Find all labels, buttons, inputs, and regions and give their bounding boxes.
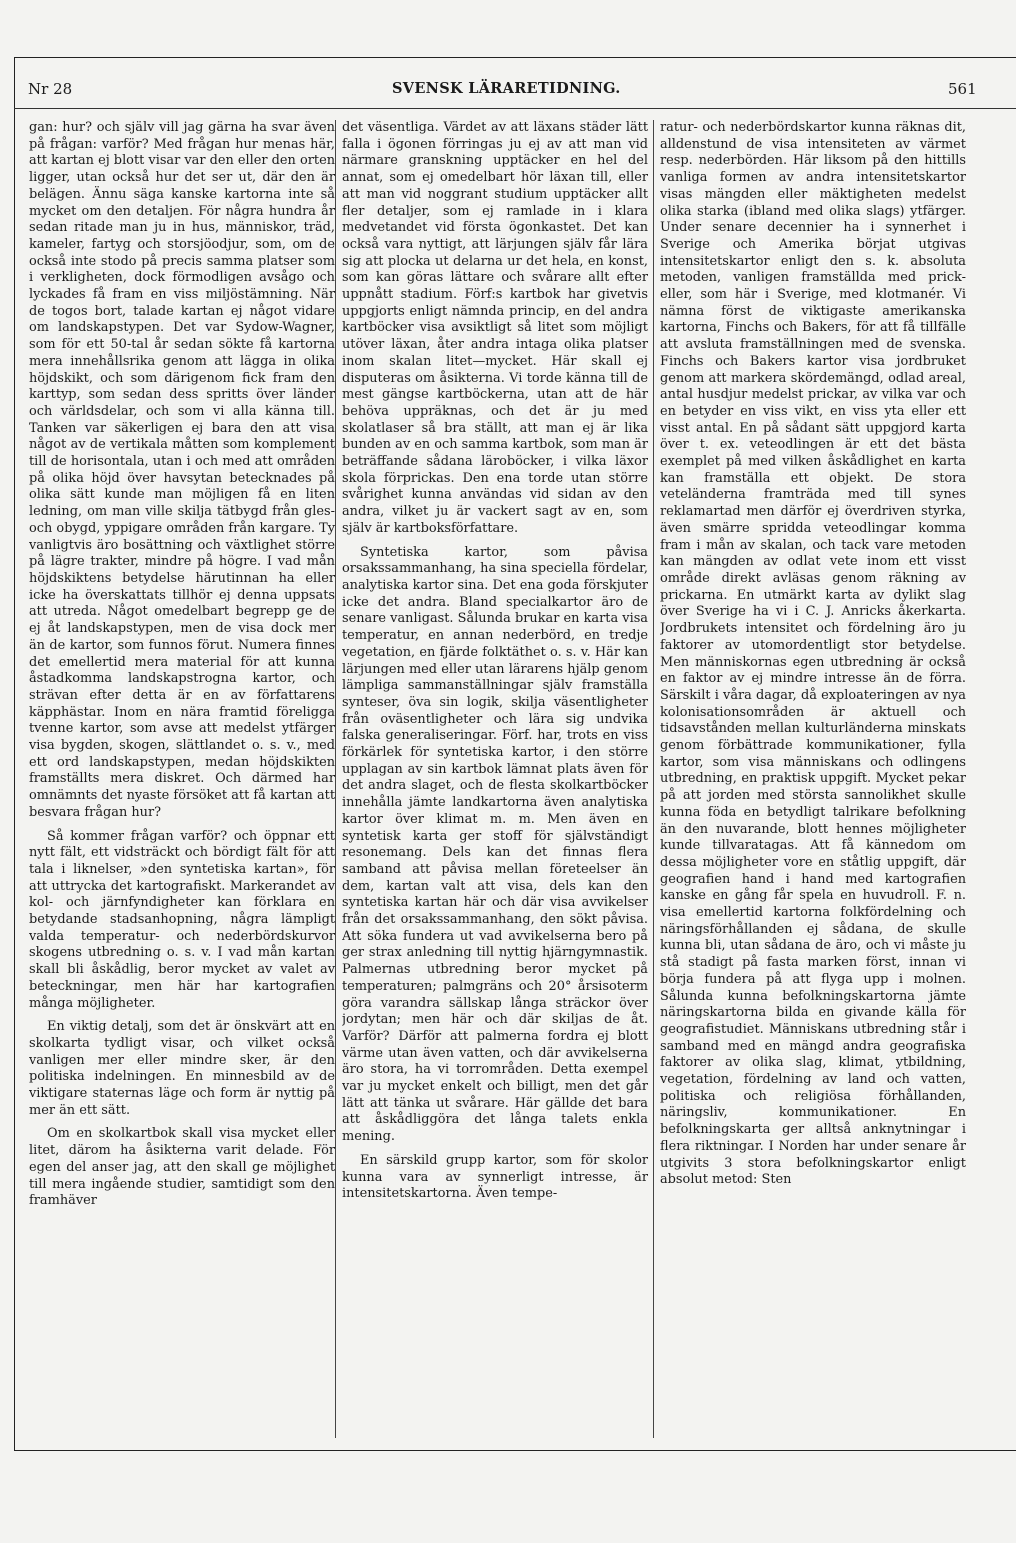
column-divider bbox=[335, 120, 336, 1438]
text-column-3 bbox=[660, 120, 966, 1438]
text-column-2 bbox=[342, 120, 648, 1438]
text-column-1 bbox=[29, 120, 335, 1438]
bottom-rule bbox=[14, 1450, 1016, 1451]
paragraph: Om en skolkartbok skall visa mycket eller litet, därom ha åsikterna varit delade. För egen del anser jag, att den skall ge möjlighet till mera ingående studier, samtidigt som den framhäver bbox=[29, 1126, 335, 1209]
paragraph: Syntetiska kartor, som påvisa orsakssammanhang, ha sina speciella fördelar, analytiska kartor sina. Det ena goda förskjuter icke det andra. Bland specialkartor äro de senare vanligast. Sålunda brukar en karta visa temperatur, en annan nederbörd, en tredje vegetation, en fjärde folktäthet o. s. v. Här kan lärjungen med eller utan lärarens hjälp genom lämpliga sammanställningar själv framställa synteser, öva sin logik, skilja väsentligheter från oväsentligheter och lära sig undvika falska generaliseringar. Förf. har, trots en viss förkärlek för syntetiska kartor, i den större upplagan av sin kartbok lämnat plats även för det andra slaget, och de flesta skolkartböcker innehålla jämte landkartorna även analytiska kartor över klimat m. m. Men även en syntetisk karta ger stoff för självständigt resonemang. Dels kan det finnas flera samband att påvisa mellan företeelser än dem, kartan valt att visa, dels kan den syntetiska kartan här och där visa avvikelser från det orsakssammanhang, den sökt påvisa. Att söka fundera ut vad avvikelserna bero på ger strax anledning till nyttig hjärngymnastik. Palmernas utbredning beror mycket på temperaturen; palmgräns och 20° årsisoterm göra varandra sällskap långa sträckor över jordytan; men här och där skiljas de åt. Varför? Därför att palmerna fordra ej blott värme utan även vatten, och där avvikelserna äro stora, ha vi torrområden. Detta exempel var ju mycket enkelt och billigt, men det går lätt att tänka ut svårare. Här gällde det bara att åskådliggöra det långa talets enkla mening. bbox=[342, 544, 648, 1145]
column-divider bbox=[653, 120, 654, 1438]
header-rule bbox=[14, 108, 1016, 109]
page-number: 561 bbox=[948, 80, 977, 98]
paragraph: ratur- och nederbördskartor kunna räknas dit, alldenstund de visa intensiteten av värmet resp. nederbörden. Här liksom på den hittills vanliga formen av andra intensitetskartor visas mängden eller mäktigheten medelst olika starka (ibland med olika slags) ytfärger. Under senare decennier ha i synnerhet i Sverige och Amerika börjat utgivas intensitetskartor enligt den s. k. absoluta metoden, vanligen framställda med prick- eller, som här i Sverige, med klotmanér. Vi nämna först de viktigaste amerikanska kartorna, Finchs och Bakers, för att få tillfälle att avsluta framställningen med de svenska. Finchs och Bakers kartor visa jordbruket genom att markera skördemängd, odlad areal, antal husdjur medelst prickar, av vilka var och en betyder en viss vikt, en viss yta eller ett visst antal. En på sådant sätt uppgjord karta över t. ex. veteodlingen är ett det bästa exemplet på med vilken åskådlighet en karta kan framställa ett objekt. De stora veteländerna framträda med till synes reklamartad men därför ej överdriven styrka, även smärre spridda veteodlingar komma fram i mån av skalan, och tack vare metoden kan mängden av odlat vete inom ett visst område direkt avläsas genom räkning av prickarna. En utmärkt karta av dylikt slag över Sverige ha vi i C. J. Anricks åkerkarta. Jordbrukets intensitet och fördelning äro ju faktorer av utomordentligt stor betydelse. Men människornas egen utbredning är också en faktor av ej mindre intresse än de förra. Särskilt i våra dagar, då exploateringen av nya kolonisationsområden är aktuell och tidsavstånden mellan kulturländerna minskats genom förbättrade kommunikationer, fylla kartor, som visa människans och odlingens utbredning, en praktisk uppgift. Mycket pekar på att jorden med största sannolikhet skulle kunna föda en betydligt talrikare befolkning än den nuvarande, blott hennes möjligheter kunde tillvaratagas. Att få kännedom om dessa möjligheter vore en ståtlig uppgift, där geografien hand i hand med kartografien kanske en gång får spela en huvudroll. F. n. visa emellertid kartorna folkfördelning och näringsförhållanden ej sådana, de skulle kunna bli, utan sådana de äro, och vi måste ju stå stadigt på fasta marken först, innan vi börja fundera på att flyga upp i molnen. Sålunda kunna befolkningskartorna jämte näringskartorna bilda en givande källa för geografistudiet. Människans utbredning står i samband med en mängd andra geografiska faktorer av olika slag, klimat, ytbildning, vegetation, fördelning av land och vatten, politiska och religiösa förhållanden, näringsliv, kommunikationer. En befolkningskarta ger alltså anknytningar i flera riktningar. I Norden har under senare år utgivits 3 stora befolkningskartor enligt absolut metod: Sten bbox=[660, 120, 966, 1188]
top-rule bbox=[14, 57, 1016, 58]
paragraph: det väsentliga. Värdet av att läxans städer lätt falla i ögonen förringas ju ej av att man vid närmare granskning upptäcker en hel del annat, som ej omedelbart hör läxan till, eller att man vid noggrant studium upptäcker allt fler detaljer, som ej ramlade in i klara medvetandet vid första ögonkastet. Det kan också vara nyttigt, att lärjungen själv får lära sig att plocka ut delarna ur det hela, en konst, som kan göras lättare och svårare allt efter uppnått stadium. Förf:s kartbok har givetvis uppgjorts enligt nämnda princip, en del andra kartböcker visa avsiktligt så litet som möjligt utöver läxan, åter andra intaga olika platser inom skalan litet—mycket. Här skall ej disputeras om åsikterna. Vi torde känna till de mest gängse kartböckerna, utan att de här behöva uppräknas, och det är ju med skolatlaser så bra ställt, att man ej är lika bunden av en och samma kartbok, som man är beträffande sådana läroböcker, i vilka läxor skola förprickas. Den ena torde utan större svårighet kunna användas vid sidan av den andra, vilket ju är vackert sagt av en, som själv är kartboksförfattare. bbox=[342, 120, 648, 536]
paragraph: En viktig detalj, som det är önskvärt att en skolkarta tydligt visar, och vilket också vanligen mer eller mindre sker, är den politiska indelningen. En minnesbild av de viktigare staternas läge och form är nyttig på mer än ett sätt. bbox=[29, 1019, 335, 1118]
page-header bbox=[0, 80, 1016, 104]
paragraph: Så kommer frågan varför? och öppnar ett nytt fält, ett vidsträckt och bördigt fält för att tala i liknelser, »den syntetiska kartan», för att uttrycka det kartografiskt. Markerandet av kol- och järnfyndigheter kan förklara en betydande stadsanhopning, några lämpligt valda temperatur- och nederbördskurvor skogens utbredning o. s. v. I vad mån kartan skall bli åskådlig, beror mycket av valet av beteckningar, men här har kartografien många möjligheter. bbox=[29, 828, 335, 1011]
left-rule bbox=[14, 57, 15, 1450]
newspaper-title: SVENSK LÄRARETIDNING. bbox=[392, 80, 621, 97]
paragraph: gan: hur? och själv vill jag gärna ha svar även på frågan: varför? Med frågan hur menas här, att kartan ej blott visar var den eller den orten ligger, utan också hur det ser ut, där den är belägen. Ännu säga kanske kartorna inte så mycket om den detaljen. För några hundra år sedan ritade man ju in hus, människor, träd, kameler, fartyg och storsjöodjur, som, om de också inte stodo på precis samma platser som i verkligheten, dock förmodligen avsågo och lyckades få fram en viss miljöstämning. När de togos bort, talade kartan ej något vidare om landskapstypen. Det var Sydow-Wagner, som för ett 50-tal år sedan sökte få kartorna mera innehållsrika genom att lägga in olika höjdskikt, och som därigenom fick fram den karttyp, som sedan dess spritts över länder och världsdelar, och som vi alla känna till. Tanken var säkerligen ej bara den att visa något av de vertikala måtten som komplement till de horisontala, utan i och med att områden på olika höjd över havsytan betecknades på olika sätt kunde man möjligen få en liten ledning, om man ville skilja tätbygd från gles- och obygd, yppigare områden från kargare. Ty vanligtvis äro bosättning och växtlighet större på lägre trakter, mindre på högre. I vad mån höjdskiktens betydelse härutinnan ha eller icke ha överskattats tillhör ej denna uppsats att utreda. Något omedelbart begrepp ge de ej åt landskapstypen, men de visa dock mer än de kartor, som funnos förut. Numera finnes det emellertid mera material för att kunna åstadkomma landskapstrogna kartor, och strävan efter detta är en av författarens käpphästar. Inom en nära framtid föreligga tvenne kartor, som avse att medelst ytfärger visa bygden, skogen, slättlandet o. s. v., med ett ord landskapstypen, medan höjdskikten framställts mera diskret. Och därmed har omnämnts det nyaste försöket att få kartan att besvara frågan hur? bbox=[29, 120, 335, 820]
paragraph: En särskild grupp kartor, som för skolor kunna vara av synnerligt intresse, är intensitetskartorna. Även tempe- bbox=[342, 1152, 648, 1202]
issue-number: Nr 28 bbox=[28, 80, 73, 98]
